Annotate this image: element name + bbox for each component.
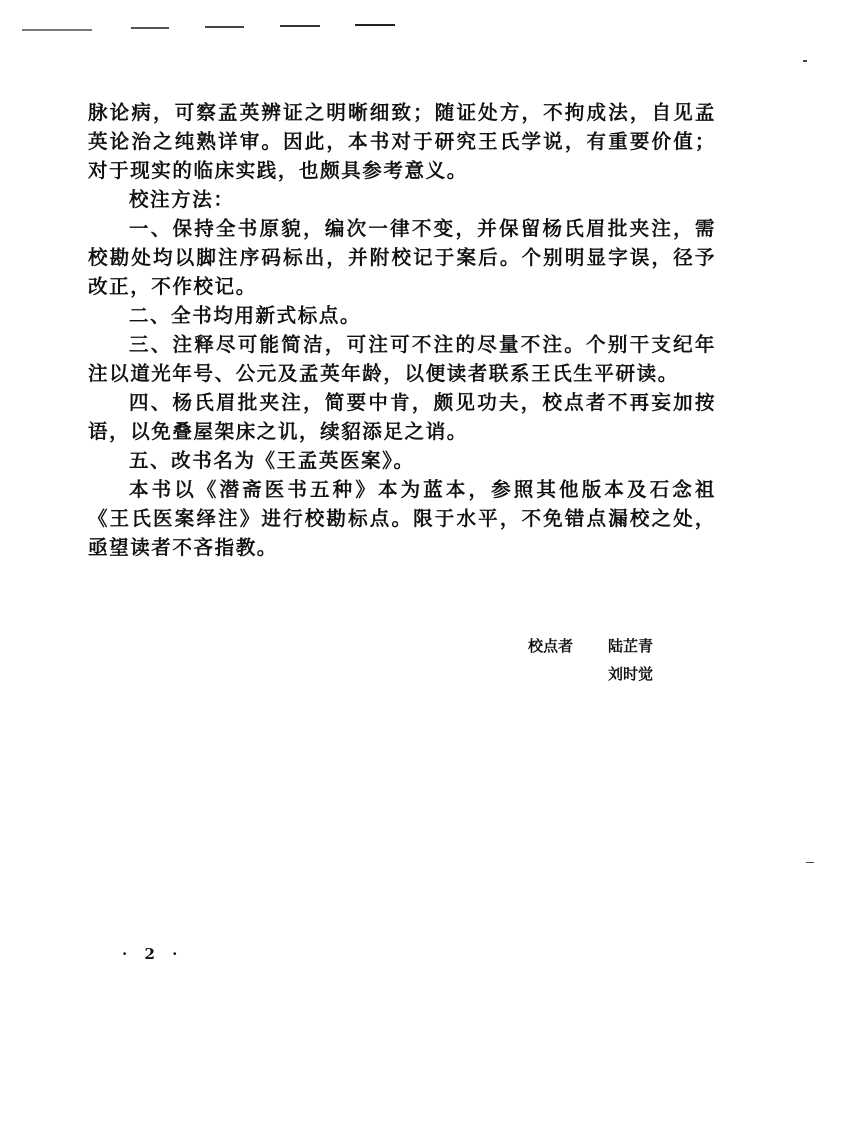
page-number: · 2 · — [122, 945, 184, 963]
header-rule — [22, 29, 92, 31]
scan-speck — [806, 862, 814, 863]
document-body — [88, 98, 716, 562]
signature-name: 陆芷青 — [608, 637, 654, 655]
paragraph-method-2: 二、全书均用新式标点。 — [128, 304, 362, 327]
paragraph-method-heading: 校注方法： — [128, 188, 235, 211]
header-rule — [205, 26, 244, 28]
header-rule — [280, 25, 320, 27]
paragraph-method-5: 五、改书名为《王孟英医案》。 — [128, 449, 415, 472]
signature-block — [528, 632, 688, 688]
signature-label: 校点者 — [528, 637, 574, 655]
paragraph-method-3: 三、注释尽可能简洁，可注可不注的尽量不注。个别干支纪年注以道光年号、公元及孟英年龄，以便读者联系王氏生平研读。 — [88, 333, 716, 385]
paragraph-method-4: 四、杨氏眉批夹注，简要中肯，颇见功夫，校点者不再妄加按语，以免叠屋架床之讥，续貂添足之诮。 — [88, 391, 716, 443]
paragraph-method-1: 一、保持全书原貌，编次一律不变，并保留杨氏眉批夹注，需校勘处均以脚注序码标出，并附校记于案后。个别明显字误，径予改正，不作校记。 — [88, 217, 716, 298]
header-rule — [355, 24, 395, 26]
scan-speck — [803, 60, 807, 62]
paragraph-closing: 本书以《潜斋医书五种》本为蓝本，参照其他版本及石念祖《王氏医案绎注》进行校勘标点。限于水平，不免错点漏校之处，亟望读者不吝指教。 — [88, 478, 716, 559]
paragraph-intro-continuation: 脉论病，可察孟英辨证之明晰细致；随证处方，不拘成法，自见孟英论治之纯熟详审。因此，本书对于研究王氏学说，有重要价值；对于现实的临床实践，也颇具参考意义。 — [88, 101, 716, 182]
signature-name: 刘时觉 — [608, 665, 654, 683]
header-rule — [131, 27, 169, 29]
